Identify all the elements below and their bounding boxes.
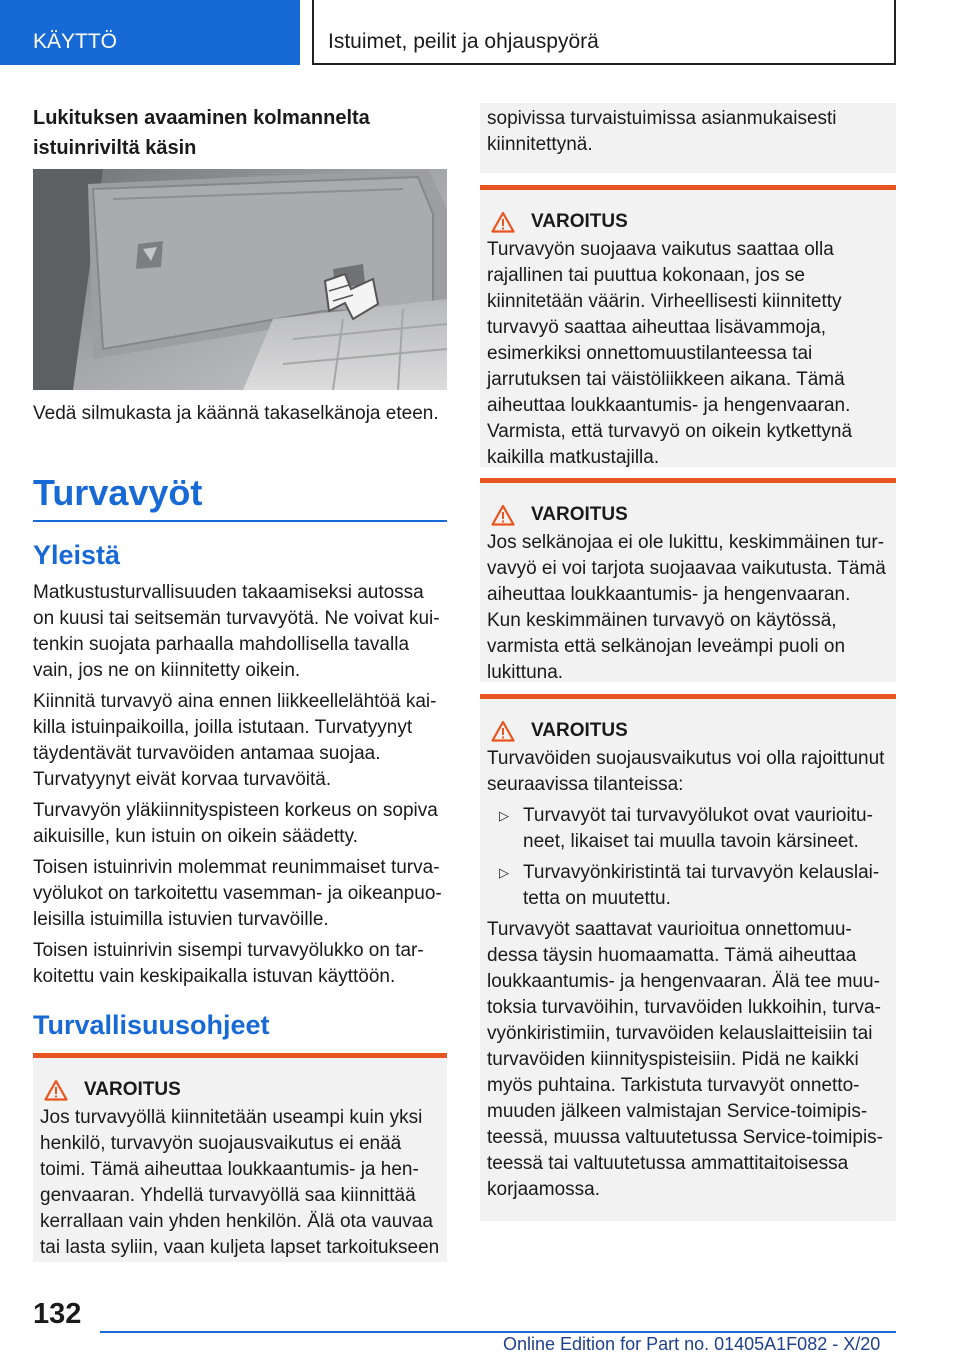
- seat-release-loop-photo: [33, 169, 447, 390]
- warning-triangle-icon: [491, 720, 515, 742]
- warning-outro: Turvavyöt saattavat vaurioitua onnettomuudessa täysin huomaamatta. Tämä aiheuttaa loukkaantumis- ja hengenvaaran. Älä tee muutoksia turvavöihin, turvavöiden lukkoihin, turvavyönkiristimiin, turvavöiden kelauslaitteisiin tai turvavöiden kiinnityspisteisiin. Pidä ne kaikki myös puhtaina. Tarkistuta turvavyöt onnettomuuden jälkeen valmistajan Service-toimipisteessä, muussa valtuutetussa Service-toimipisteessä tai valtuutetussa ammattitaitoisessa korjaamossa.: [487, 919, 883, 1200]
- section-tab: KÄYTTÖ: [0, 0, 300, 65]
- chapter-title: Istuimet, peilit ja ohjauspyörä: [312, 0, 896, 65]
- heading-general: Yleistä: [33, 540, 121, 570]
- warning-title: [487, 207, 889, 237]
- warning-box: [480, 694, 896, 1221]
- warning-text: Jos turvavyöllä kiinnitetään useampi kuin yksi henkilö, turvavyön suojausvaikutus ei enää toimi. Tämä aiheuttaa loukkaantumis- ja hengenvaaran. Yhdellä turvavyöllä saa kiinnittää kerrallaan vain yhden henkilön. Älä ota vauvaa tai lasta syliin, vaan kuljeta lapset tarkoitukseen: [40, 1107, 440, 1258]
- paragraph: Turvavyön yläkiinnityspisteen korkeus on sopiva aikuisille, kun istuin on oikein säädetty.: [33, 800, 438, 847]
- list-item: [487, 803, 889, 855]
- warning-list: [487, 803, 889, 912]
- warning-title-text: VAROITUS: [531, 504, 628, 525]
- warning-title-text: VAROITUS: [531, 211, 628, 232]
- paragraph: Toisen istuinrivin molemmat reunimmaiset turvavyölukot on tarkoitettu vasemman- ja oikeanpuoleisilla istuimilla istuvien turvavöille.: [33, 857, 442, 930]
- paragraph: Toisen istuinrivin sisempi turvavyölukko on tarkoitettu vain keskipaikalla istuvan käyttöön.: [33, 940, 424, 987]
- warning-title: [40, 1075, 440, 1105]
- heading-safety-instructions: Turvallisuusohjeet: [33, 1010, 270, 1040]
- subheading: Lukituksen avaaminen kolmannelta istuinriviltä käsin: [33, 107, 370, 159]
- continued-warning-text: sopivissa turvaistuimissa asianmukaisesti kiinnitettynä.: [480, 103, 896, 173]
- edition-note: Online Edition for Part no. 01405A1F082 - X/20: [503, 1334, 881, 1354]
- list-item-text: Turvavyöt tai turvavyölukot ovat vaurioituneet, likaiset tai muulla tavoin kärsineet.: [523, 805, 873, 852]
- warning-title-text: VAROITUS: [84, 1079, 181, 1100]
- warning-box: [480, 185, 896, 467]
- list-item: [487, 860, 889, 912]
- warning-title: [487, 500, 889, 530]
- bullet-triangle-icon: ▷: [499, 808, 509, 823]
- general-text: [33, 580, 447, 995]
- photo-caption: Vedä silmukasta ja käännä takaselkänoja eteen.: [33, 403, 439, 424]
- warning-intro: Turvavöiden suojausvaikutus voi olla rajoittunut seuraavissa tilanteissa:: [487, 748, 885, 795]
- warning-triangle-icon: [491, 211, 515, 233]
- warning-box: [480, 478, 896, 682]
- heading-seatbelts: Turvavyöt: [33, 472, 447, 522]
- warning-text: Jos selkänojaa ei ole lukittu, keskimmäinen turvavyö ei voi tarjota suojaavaa vaikutusta. Tämä aiheuttaa loukkaantumis- ja hengenvaaran. Kun keskimmäinen turvavyö on käytössä, varmista että selkänojan leveämpi puoli on lukittuna.: [487, 532, 886, 683]
- paragraph: Matkustusturvallisuuden takaamiseksi autossa on kuusi tai seitsemän turvavyötä. Ne voivat kuitenkin suojata parhaalla mahdollisella tavalla vain, jos ne on kiinnitetty oikein.: [33, 582, 440, 681]
- warning-triangle-icon: [44, 1079, 68, 1101]
- list-item-text: Turvavyönkiristintä tai turvavyön kelauslaitetta on muutettu.: [523, 862, 880, 909]
- paragraph: Kiinnitä turvavyö aina ennen liikkeellelähtöä kaikilla istuinpaikoilla, joilla istutaan. Turvatyynyt täydentävät turvavöiden antamaa suojaa. Turvatyynyt eivät korvaa turvavöitä.: [33, 691, 437, 790]
- warning-title-text: VAROITUS: [531, 720, 628, 741]
- warning-triangle-icon: [491, 504, 515, 526]
- bullet-triangle-icon: ▷: [499, 865, 509, 880]
- footer-divider: [100, 1331, 896, 1333]
- page-number: 132: [33, 1298, 82, 1330]
- warning-text: [487, 746, 889, 1203]
- warning-box: [33, 1053, 447, 1262]
- warning-title: [487, 716, 889, 746]
- warning-text: Turvavyön suojaava vaikutus saattaa olla rajallinen tai puuttua kokonaan, jos se kiinnitetään väärin. Virheellisesti kiinnitetty turvavyö saattaa aiheuttaa lisävammoja, esimerkiksi onnettomuustilanteessa tai jarrutuksen tai väistöliikkeen aikana. Tämä aiheuttaa loukkaantumis- ja hengenvaaran. Varmista, että turvavyö on oikein kytkettynä kaikilla matkustajilla.: [487, 239, 853, 468]
